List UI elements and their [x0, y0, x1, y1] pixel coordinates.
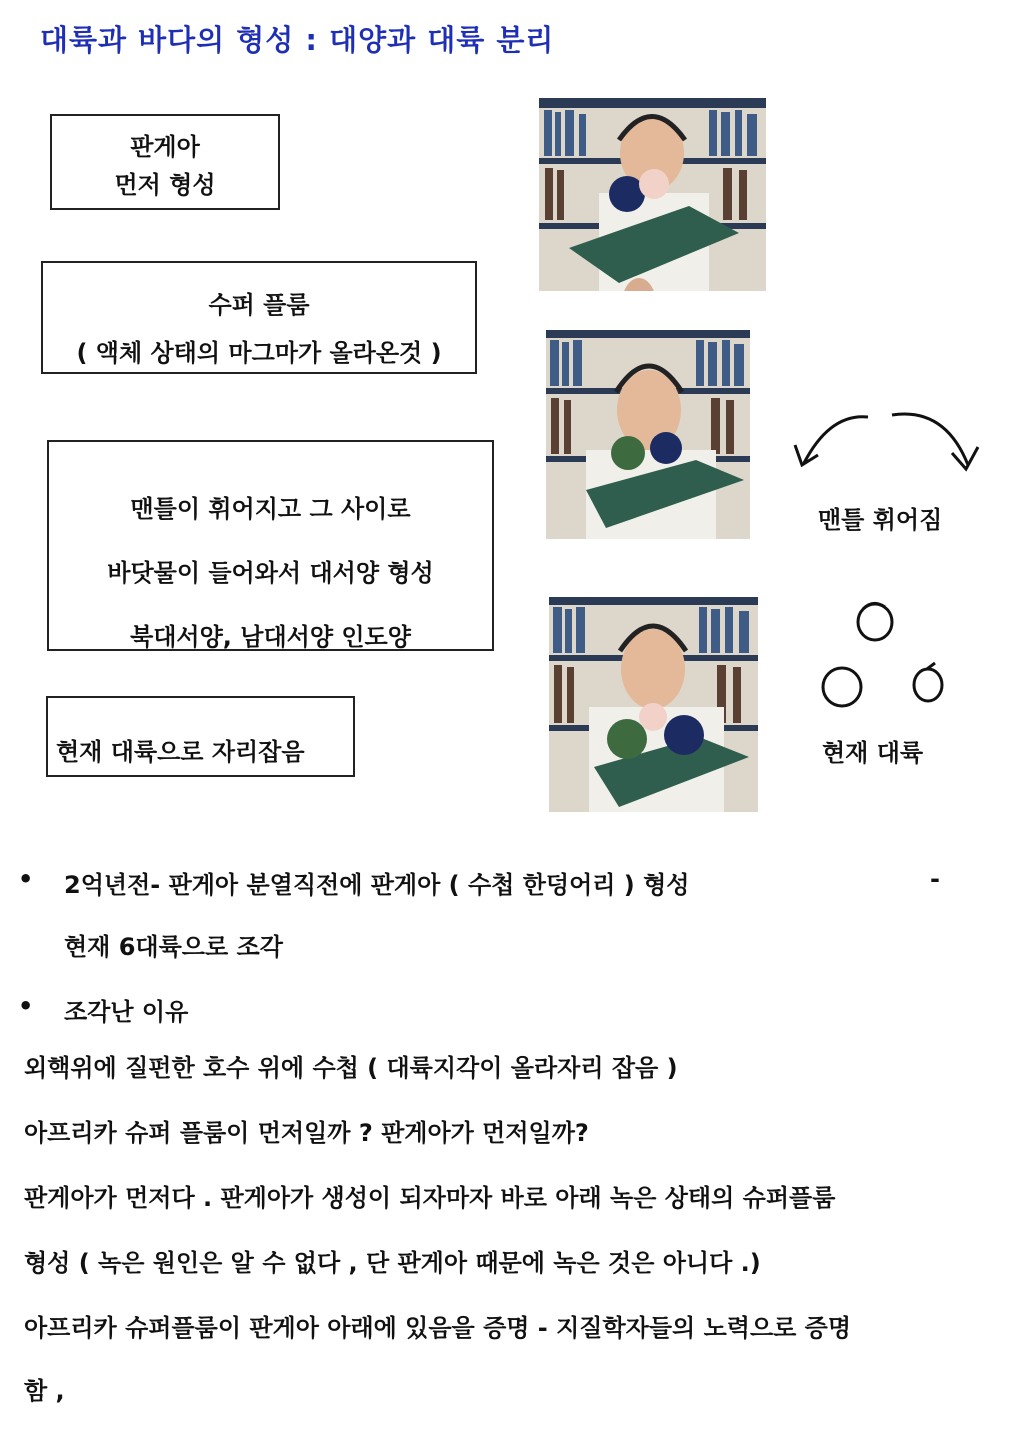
bullet-1-dash: -: [930, 865, 940, 893]
pangea-box-line-1: 판게아: [130, 133, 200, 161]
bullet-1-line-2: 현재 6대륙으로 조각: [64, 933, 283, 961]
mantle-box: [47, 440, 494, 651]
pangea-box-line-2: 먼저 형성: [114, 171, 216, 199]
mantle-bend-sketch: [790, 405, 990, 480]
bullet-1-line-1: 2억년전- 판게아 분열직전에 판게아 ( 수첩 한덩어리 ) 형성: [64, 871, 690, 899]
current-continents-box: [46, 696, 355, 777]
superplume-box: [41, 261, 477, 374]
paragraph-line-1: 외핵위에 질펀한 호수 위에 수첩 ( 대륙지각이 올라자리 잡음 ): [24, 1054, 678, 1082]
bullet-item-2: [18, 992, 518, 1026]
current-box-line-1: 현재 대륙으로 자리잡음: [56, 738, 305, 766]
video-frame-2-image: [546, 330, 750, 539]
paragraph-line-3: 판게아가 먼저다 . 판게아가 생성이 되자마자 바로 아래 녹은 상태의 슈퍼플룸: [24, 1184, 836, 1212]
bullet-2-line-1: 조각난 이유: [64, 998, 189, 1026]
paragraph-line-5: 아프리카 슈퍼플룸이 판게아 아래에 있음을 증명 - 지질학자들의 노력으로 증명: [24, 1314, 852, 1342]
paragraph-line-6: 함 ,: [24, 1377, 65, 1405]
paragraph-line-2: 아프리카 슈퍼 플룸이 먼저일까 ? 판게아가 먼저일까?: [24, 1119, 589, 1147]
mantle-box-line-2: 바닷물이 들어와서 대서양 형성: [107, 559, 434, 587]
superplume-box-line-1: 수퍼 플룸: [208, 291, 310, 319]
video-frame-3-image: [549, 597, 758, 812]
bullet-item-1: [18, 865, 978, 961]
paragraph-line-4: 형성 ( 녹은 원인은 알 수 없다 , 단 판게아 때문에 녹은 것은 아니다 .): [24, 1249, 761, 1277]
video-frame-3: [549, 597, 758, 812]
video-frame-1-image: [539, 98, 766, 291]
mantle-box-line-3: 북대서양, 남대서양 인도양: [130, 623, 411, 651]
circle-icon: [858, 604, 892, 640]
bullet-marker: •: [18, 992, 34, 1020]
pangea-box: [50, 114, 280, 210]
superplume-box-line-2: ( 액체 상태의 마그마가 올라온것 ): [76, 339, 442, 367]
mantle-bend-label: 맨틀 휘어짐: [818, 506, 943, 534]
page-title: 대륙과 바다의 형성 : 대양과 대륙 분리: [40, 23, 555, 57]
bullet-marker: •: [18, 865, 34, 893]
circle-icon: [823, 668, 861, 706]
current-continents-sketch: [815, 595, 955, 710]
current-continents-label: 현재 대륙: [822, 739, 924, 767]
mantle-box-line-1: 맨틀이 휘어지고 그 사이로: [130, 495, 411, 523]
circle-icon: [914, 669, 942, 701]
video-frame-1: [539, 98, 766, 291]
video-frame-2: [546, 330, 750, 539]
